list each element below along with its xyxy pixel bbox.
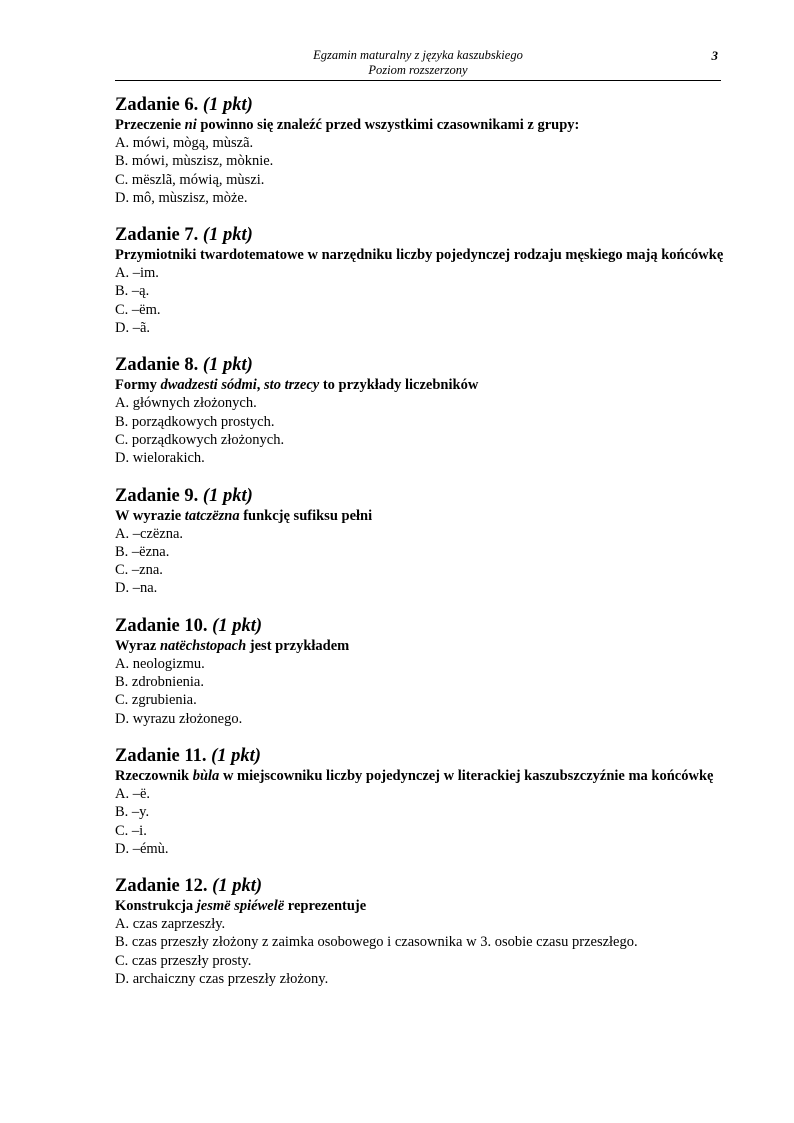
question-term: jesmë spiéwelë [196,898,285,915]
answer-option: D. mô, mùszisz, mòże. [115,189,248,206]
answer-list [115,785,725,858]
question-text: to przykłady liczebników [319,377,479,394]
answer-option: D. –émù. [115,840,169,857]
question-text: Przymiotniki twardotematowe w narzędniku liczby pojedynczej rodzaju męskiego mają końcówkę [115,247,724,264]
answer-option: A. czas zaprzeszły. [115,916,226,933]
question-term: bùla [192,767,220,784]
page-number: 3 [711,48,718,63]
answer-option: C. czas przeszły prosty. [115,952,252,969]
task-points: (1 pkt) [211,745,261,766]
question-text: Wyraz [115,637,160,654]
answer-option: B. mówi, mùszisz, mòknie. [115,153,274,170]
answer-option: A. –im. [115,265,159,282]
task [115,94,725,207]
answer-option: D. wyrazu złożonego. [115,710,243,727]
task-title [115,354,725,376]
question-term: natëchstopach [159,637,247,654]
task-title [115,745,725,767]
exam-title: Egzamin maturalny z języka kaszubskiego [313,48,523,62]
task [115,615,725,728]
answer-list [115,655,725,728]
task-question [115,376,725,394]
answer-option: B. porządkowych prostych. [115,413,275,430]
question-text: Konstrukcja [115,898,197,915]
task-question [115,637,725,655]
question-text: Formy [115,377,161,394]
task-title [115,94,725,116]
exam-level: Poziom rozszerzony [368,63,468,77]
answer-option: C. –zna. [115,562,163,579]
answer-option: C. –i. [115,822,147,839]
answer-option: C. zgrubienia. [115,692,197,709]
question-term: dwadzesti sódmi [160,377,257,394]
answer-option: B. –y. [115,804,150,821]
answer-option: D. archaiczny czas przeszły złożony. [115,971,329,988]
task-points: (1 pkt) [202,225,253,246]
answer-option: A. –ë. [115,785,151,802]
question-term: sto trzecy [264,377,320,394]
task-title [115,224,725,246]
answer-option: B. –ëzna. [115,543,170,560]
question-text: W wyrazie [115,507,185,524]
answer-option: B. –ą. [115,283,150,300]
answer-list [115,264,725,337]
task-number: Zadanie 12. [115,876,208,897]
task-question [115,116,725,134]
page-header [115,48,721,81]
answer-option: C. mëszlã, mówią, mùszi. [115,171,265,188]
task-points: (1 pkt) [212,876,262,897]
answer-option: B. czas przeszły złożony z zaimka osobowego i czasownika w 3. osobie czasu przeszłego. [115,934,638,951]
task-number: Zadanie 6. [115,95,199,115]
task-points: (1 pkt) [202,355,253,376]
task-number: Zadanie 11. [115,745,207,766]
answer-option: C. porządkowych złożonych. [115,431,285,448]
task-number: Zadanie 7. [115,225,199,246]
answer-option: D. wielorakich. [115,450,205,467]
task-points: (1 pkt) [202,95,253,115]
question-text: Rzeczownik [115,767,193,784]
answer-option: D. –na. [115,580,158,597]
task-number: Zadanie 9. [115,485,199,506]
task [115,485,725,598]
answer-option: A. –czëzna. [115,525,184,542]
answer-option: D. –ã. [115,320,151,337]
answer-option: B. zdrobnienia. [115,674,204,691]
question-text: , [256,377,265,394]
task-title [115,615,725,637]
answer-option: A. neologizmu. [115,655,205,672]
task [115,745,725,858]
question-text: powinno się znaleźć przed wszystkimi czasownikami z grupy: [196,117,580,133]
answer-option: C. –ëm. [115,301,161,318]
task-number: Zadanie 8. [115,355,199,376]
task [115,224,725,337]
answer-option: A. mówi, mògą, mùszã. [115,135,254,151]
answer-list [115,134,725,207]
task-list [115,94,725,1005]
answer-list [115,525,725,598]
answer-list [115,915,725,988]
answer-list [115,394,725,467]
question-term: ni [184,117,197,133]
task-title [115,875,725,897]
question-text: funkcję sufiksu pełni [239,507,373,524]
task-question [115,897,725,915]
question-text: Przeczenie [115,117,185,133]
task-title [115,485,725,507]
task-points: (1 pkt) [202,485,253,506]
question-term: tatczëzna [184,507,240,524]
question-text: w miejscowniku liczby pojedynczej w literackiej kaszubszczyźnie ma końcówkę [219,767,714,784]
task-question [115,246,725,264]
task-question [115,767,725,785]
task-question [115,507,725,525]
answer-option: A. głównych złożonych. [115,395,257,412]
question-text: jest przykładem [246,637,350,654]
task [115,354,725,467]
question-text: reprezentuje [284,898,367,915]
task-number: Zadanie 10. [115,615,208,636]
task-points: (1 pkt) [212,615,262,636]
task [115,875,725,988]
